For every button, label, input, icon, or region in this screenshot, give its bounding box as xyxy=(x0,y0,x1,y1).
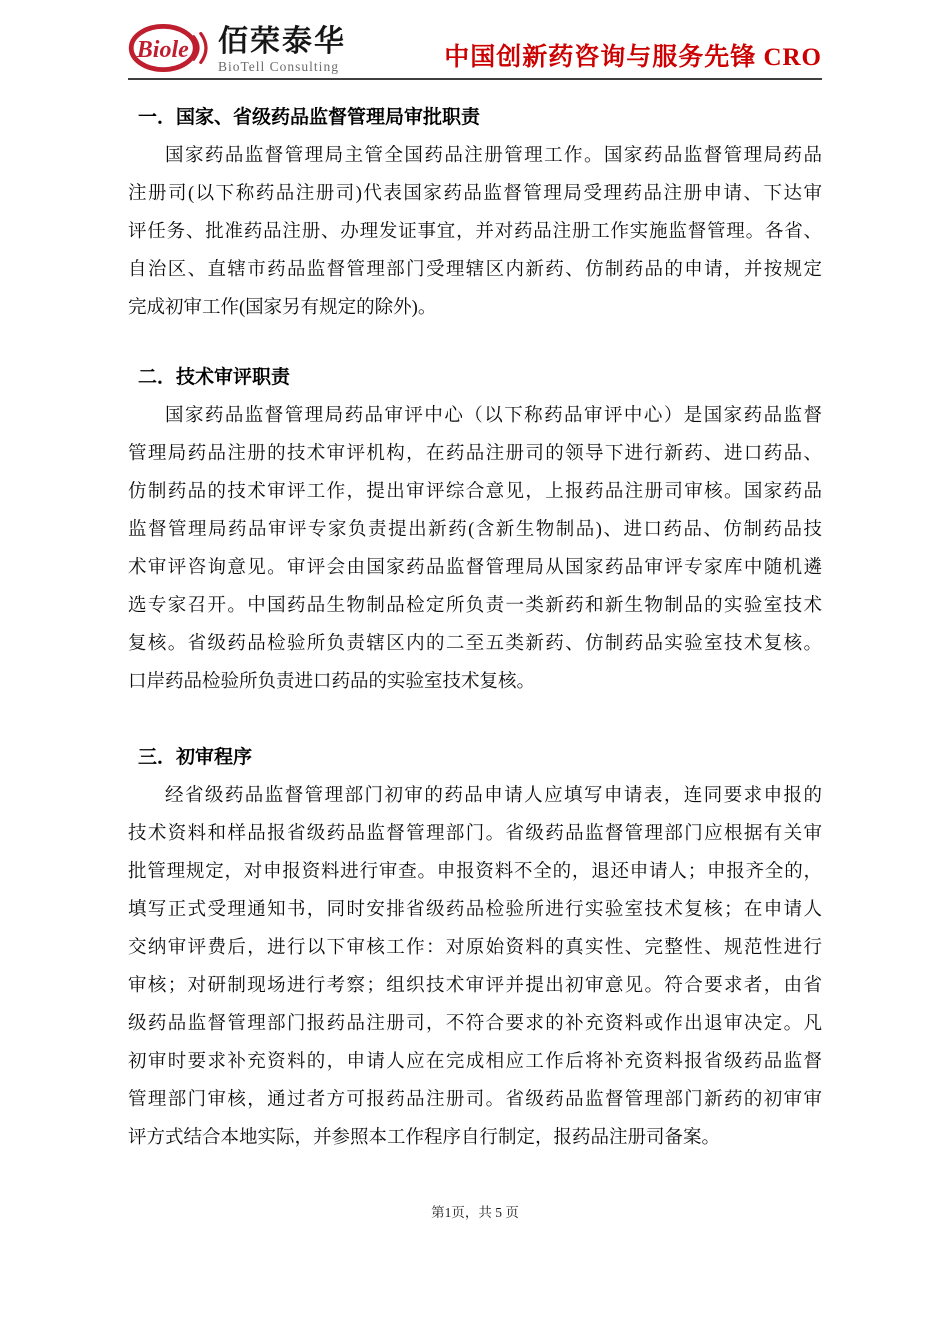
body-line: 注册司(以下称药品注册司)代表国家药品监督管理局受理药品注册申请、下达审 xyxy=(128,184,822,204)
logo-name-en: BioTell Consulting xyxy=(218,58,339,74)
body-line: 选专家召开。中国药品生物制品检定所负责一类新药和新生物制品的实验室技术 xyxy=(128,596,822,616)
body-line: 初审时要求补充资料的，申请人应在完成相应工作后将补充资料报省级药品监督 xyxy=(128,1052,822,1072)
header-slogan: 中国创新药咨询与服务先锋 CRO xyxy=(444,44,822,71)
body-line: 交纳审评费后，进行以下审核工作：对原始资料的真实性、完整性、规范性进行 xyxy=(128,938,822,958)
body-line: 批管理规定，对申报资料进行审查。申报资料不全的，退还申请人；申报齐全的， xyxy=(128,862,822,882)
body-line: 国家药品监督管理局药品审评中心（以下称药品审评中心）是国家药品监督 xyxy=(165,406,822,426)
company-logo xyxy=(128,21,346,75)
body-line: 审核；对研制现场进行考察；组织技术审评并提出初审意见。符合要求者，由省 xyxy=(128,976,822,996)
body-line: 技术资料和样品报省级药品监督管理部门。省级药品监督管理部门应根据有关审 xyxy=(128,824,822,844)
section-heading-2: 二．技术审评职责 xyxy=(138,367,291,388)
body-line: 自治区、直辖市药品监督管理部门受理辖区内新药、仿制药品的申请，并按规定 xyxy=(128,260,822,280)
section-heading-3: 三．初审程序 xyxy=(138,747,253,768)
page-number: 第1页，共 5 页 xyxy=(431,1205,519,1220)
body-line: 填写正式受理通知书，同时安排省级药品检验所进行实验室技术复核；在申请人 xyxy=(128,900,822,920)
document-header xyxy=(128,0,822,80)
body-line: 完成初审工作(国家另有规定的除外)。 xyxy=(128,298,437,318)
body-line: 级药品监督管理部门报药品注册司，不符合要求的补充资料或作出退审决定。凡 xyxy=(128,1014,822,1034)
body-line: 复核。省级药品检验所负责辖区内的二至五类新药、仿制药品实验室技术复核。 xyxy=(128,634,822,654)
body-line: 管理部门审核，通过者方可报药品注册司。省级药品监督管理部门新药的初审审 xyxy=(128,1090,822,1110)
logo-names xyxy=(218,24,346,76)
logo-name-cn: 佰荣泰华 xyxy=(218,24,346,58)
body-line: 评任务、批准药品注册、办理发证事宜，并对药品注册工作实施监督管理。各省、 xyxy=(128,222,822,242)
biotell-logo-icon xyxy=(128,21,208,75)
logo-mark-text: Biole xyxy=(136,36,189,63)
body-line: 国家药品监督管理局主管全国药品注册管理工作。国家药品监督管理局药品 xyxy=(165,146,822,166)
document-body xyxy=(128,99,822,1157)
body-line: 管理局药品注册的技术审评机构，在药品注册司的领导下进行新药、进口药品、 xyxy=(128,444,822,464)
page-footer xyxy=(0,1200,950,1226)
body-line: 术审评咨询意见。审评会由国家药品监督管理局从国家药品审评专家库中随机遴 xyxy=(128,558,822,578)
body-line: 监督管理局药品审评专家负责提出新药(含新生物制品)、进口药品、仿制药品技 xyxy=(128,520,822,540)
body-line: 口岸药品检验所负责进口药品的实验室技术复核。 xyxy=(128,672,536,692)
body-line: 仿制药品的技术审评工作，提出审评综合意见，上报药品注册司审核。国家药品 xyxy=(128,482,822,502)
body-line: 经省级药品监督管理部门初审的药品申请人应填写申请表，连同要求申报的 xyxy=(165,786,822,806)
body-line: 评方式结合本地实际，并参照本工作程序自行制定，报药品注册司备案。 xyxy=(128,1128,721,1148)
section-heading-1: 一．国家、省级药品监督管理局审批职责 xyxy=(138,107,481,128)
